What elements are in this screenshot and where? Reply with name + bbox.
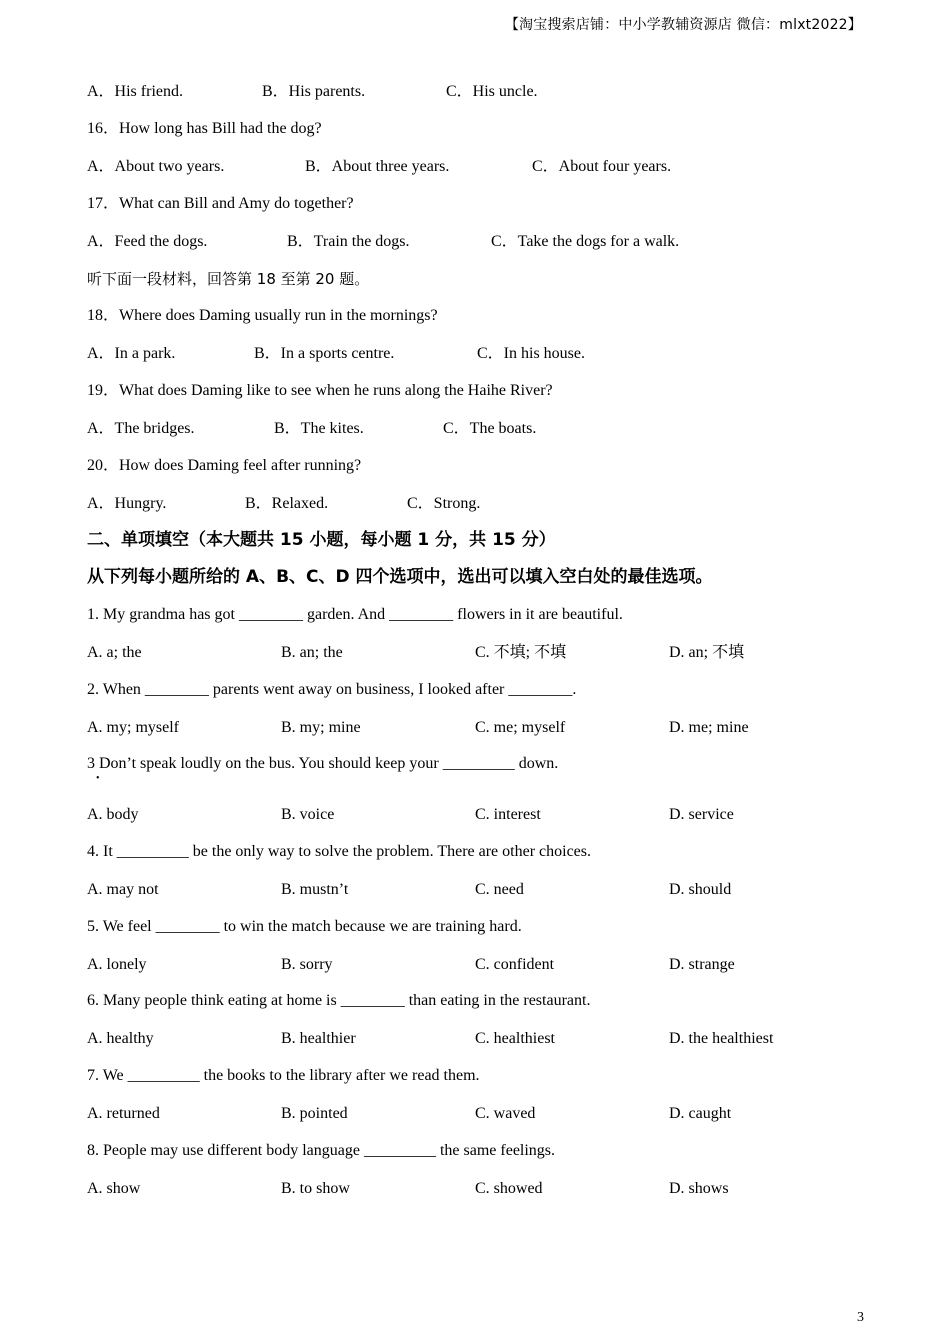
q20-stem: 20．How does Daming feel after running? xyxy=(87,457,362,474)
q18-option-b: B．In a sports centre. xyxy=(254,345,395,362)
q15-option-a: A．His friend. xyxy=(87,83,183,100)
question-3-stem: 3 Don’t speak loudly on the bus. You should keep your _________ down. xyxy=(87,755,559,772)
q16-option-b: B．About three years. xyxy=(305,158,450,175)
q19-stem: 19．What does Daming like to see when he runs along the Haihe River? xyxy=(87,382,553,399)
q19-option-c: C．The boats. xyxy=(443,420,537,437)
question-7-stem: 7. We _________ the books to the library after we read them. xyxy=(87,1067,480,1084)
question-5-option-a: A. lonely xyxy=(87,956,147,973)
question-3-option-c: C. interest xyxy=(475,806,541,823)
question-1-stem: 1. My grandma has got ________ garden. And ________ flowers in it are beautiful. xyxy=(87,606,623,623)
question-6-option-c: C. healthiest xyxy=(475,1030,555,1047)
q16-option-a: A．About two years. xyxy=(87,158,225,175)
q20-option-a: A．Hungry. xyxy=(87,495,167,512)
question-6-option-d: D. the healthiest xyxy=(669,1030,774,1047)
question-5-option-b: B. sorry xyxy=(281,956,333,973)
question-8-option-d: D. shows xyxy=(669,1180,729,1197)
question-5-stem: 5. We feel ________ to win the match because we are training hard. xyxy=(87,918,522,935)
number-dot: • xyxy=(96,773,100,784)
q20-option-b: B．Relaxed. xyxy=(245,495,329,512)
question-2-option-a: A. my; myself xyxy=(87,719,179,736)
question-5-option-d: D. strange xyxy=(669,956,735,973)
q17-option-c: C．Take the dogs for a walk. xyxy=(491,233,680,250)
question-4-option-b: B. mustn’t xyxy=(281,881,349,898)
q17-option-b: B．Train the dogs. xyxy=(287,233,410,250)
question-8-option-a: A. show xyxy=(87,1180,141,1197)
q20-option-c: C．Strong. xyxy=(407,495,481,512)
question-1-option-a: A. a; the xyxy=(87,644,142,661)
question-8-option-c: C. showed xyxy=(475,1180,543,1197)
question-8-stem: 8. People may use different body language _________ the same feelings. xyxy=(87,1142,556,1159)
section-instruction: 从下列每小题所给的 A、B、C、D 四个选项中，选出可以填入空白处的最佳选项。 xyxy=(87,567,713,587)
q17-option-a: A．Feed the dogs. xyxy=(87,233,208,250)
question-2-option-c: C. me; myself xyxy=(475,719,566,736)
question-6-stem: 6. Many people think eating at home is ________ than eating in the restaurant. xyxy=(87,992,591,1009)
question-1-option-b: B. an; the xyxy=(281,644,343,661)
question-1-option-d: D. an; 不填 xyxy=(669,644,745,661)
q18-option-a: A．In a park. xyxy=(87,345,176,362)
q15-option-b: B．His parents. xyxy=(262,83,366,100)
question-2-option-d: D. me; mine xyxy=(669,719,749,736)
listening-instruction: 听下面一段材料，回答第 18 至第 20 题。 xyxy=(87,270,370,288)
question-2-stem: 2. When ________ parents went away on business, I looked after ________. xyxy=(87,681,577,698)
page-number: 3 xyxy=(857,1310,864,1325)
question-7-option-a: A. returned xyxy=(87,1105,160,1122)
question-7-option-d: D. caught xyxy=(669,1105,732,1122)
question-6-option-a: A. healthy xyxy=(87,1030,154,1047)
question-4-stem: 4. It _________ be the only way to solve the problem. There are other choices. xyxy=(87,843,592,860)
q18-option-c: C．In his house. xyxy=(477,345,586,362)
question-4-option-a: A. may not xyxy=(87,881,159,898)
q17-stem: 17．What can Bill and Amy do together? xyxy=(87,195,354,212)
question-3-option-d: D. service xyxy=(669,806,734,823)
question-4-option-c: C. need xyxy=(475,881,524,898)
q19-option-b: B．The kites. xyxy=(274,420,364,437)
q18-stem: 18．Where does Daming usually run in the mornings? xyxy=(87,307,438,324)
q19-option-a: A．The bridges. xyxy=(87,420,195,437)
question-1-option-c: C. 不填; 不填 xyxy=(475,644,567,661)
question-2-option-b: B. my; mine xyxy=(281,719,361,736)
question-7-option-c: C. waved xyxy=(475,1105,536,1122)
section-title: 二、单项填空（本大题共 15 小题，每小题 1 分，共 15 分） xyxy=(87,530,556,550)
question-3-option-a: A. body xyxy=(87,806,139,823)
question-3-option-b: B. voice xyxy=(281,806,335,823)
q16-option-c: C．About four years. xyxy=(532,158,672,175)
q16-stem: 16．How long has Bill had the dog? xyxy=(87,120,322,137)
question-4-option-d: D. should xyxy=(669,881,732,898)
question-5-option-c: C. confident xyxy=(475,956,555,973)
question-7-option-b: B. pointed xyxy=(281,1105,348,1122)
q15-option-c: C．His uncle. xyxy=(446,83,538,100)
question-6-option-b: B. healthier xyxy=(281,1030,356,1047)
question-8-option-b: B. to show xyxy=(281,1180,350,1197)
page-header: 【淘宝搜索店铺：中小学教辅资源店 微信：mlxt2022】 xyxy=(504,17,862,33)
